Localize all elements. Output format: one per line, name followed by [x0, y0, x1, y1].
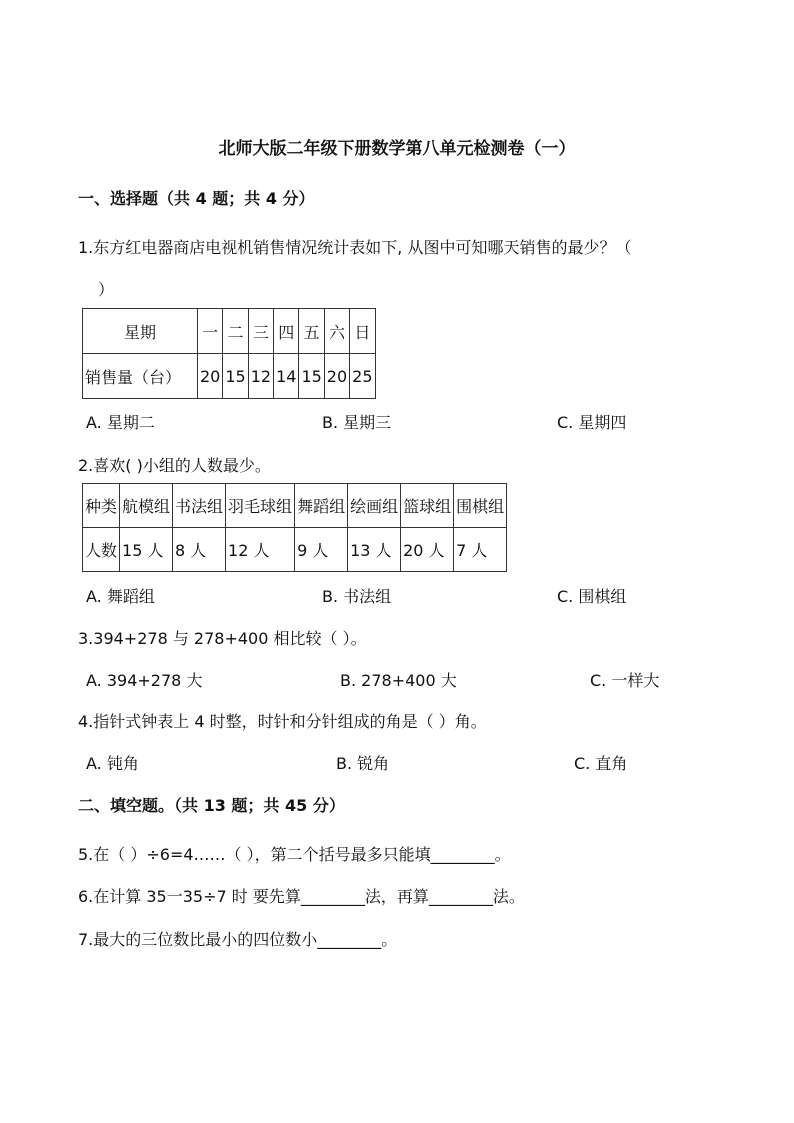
- group-count-cell: 13 人: [348, 528, 401, 572]
- q4-option-a[interactable]: A. 钝角: [86, 754, 139, 773]
- question-1-text-cont: ）: [98, 280, 115, 299]
- q1-option-b[interactable]: B. 星期三: [322, 413, 392, 432]
- question-6-text: 6.在计算 35一35÷7 时 要先算________法，再算________法。: [78, 887, 525, 906]
- sales-value-cell: 12: [248, 354, 273, 399]
- group-count-cell: 7 人: [454, 528, 507, 572]
- group-header-cell: 羽毛球组: [226, 484, 295, 528]
- sales-table-header: 星期: [83, 309, 198, 354]
- sales-day-cell: 日: [350, 309, 375, 354]
- section-heading-fill: 二、填空题。（共 13 题；共 45 分）: [78, 796, 345, 815]
- q3-option-a[interactable]: A. 394+278 大: [86, 671, 203, 690]
- sales-day-cell: 四: [274, 309, 299, 354]
- sales-table: [82, 308, 376, 399]
- sales-day-cell: 三: [248, 309, 273, 354]
- group-header-cell: 书法组: [173, 484, 226, 528]
- sales-table-row-values: [83, 354, 376, 399]
- group-table: [82, 483, 507, 572]
- group-count-cell: 15 人: [120, 528, 173, 572]
- group-header-cell: 篮球组: [401, 484, 454, 528]
- q1-option-c[interactable]: C. 星期四: [557, 413, 627, 432]
- group-count-cell: 12 人: [226, 528, 295, 572]
- sales-value-cell: 15: [223, 354, 248, 399]
- sales-value-cell: 15: [299, 354, 324, 399]
- group-header-cell: 舞蹈组: [295, 484, 348, 528]
- sales-value-cell: 14: [274, 354, 299, 399]
- q1-option-a[interactable]: A. 星期二: [86, 413, 155, 432]
- group-header-cell: 围棋组: [454, 484, 507, 528]
- q2-option-a[interactable]: A. 舞蹈组: [86, 587, 155, 606]
- group-table-row-counts: [83, 528, 507, 572]
- group-count-cell: 9 人: [295, 528, 348, 572]
- q3-option-c[interactable]: C. 一样大: [590, 671, 660, 690]
- question-5-text: 5.在（ ）÷6=4……（ ），第二个括号最多只能填________。: [78, 845, 511, 864]
- group-header-cell: 绘画组: [348, 484, 401, 528]
- sales-day-cell: 五: [299, 309, 324, 354]
- q4-option-b[interactable]: B. 锐角: [336, 754, 390, 773]
- group-header-cell: 种类: [83, 484, 120, 528]
- group-count-cell: 20 人: [401, 528, 454, 572]
- question-1-text: 1.东方红电器商店电视机销售情况统计表如下, 从图中可知哪天销售的最少？（: [78, 238, 632, 257]
- sales-table-row-days: [83, 309, 376, 354]
- q3-option-b[interactable]: B. 278+400 大: [340, 671, 457, 690]
- group-count-cell: 人数: [83, 528, 120, 572]
- group-header-cell: 航模组: [120, 484, 173, 528]
- question-7-text: 7.最大的三位数比最小的四位数小________。: [78, 930, 398, 949]
- group-table-row-headers: [83, 484, 507, 528]
- sales-day-cell: 六: [324, 309, 349, 354]
- q4-option-c[interactable]: C. 直角: [574, 754, 628, 773]
- sales-value-cell: 25: [350, 354, 375, 399]
- question-3-text: 3.394+278 与 278+400 相比较（ ）。: [78, 629, 367, 648]
- sales-value-cell: 20: [198, 354, 223, 399]
- q2-option-b[interactable]: B. 书法组: [322, 587, 392, 606]
- page-title: 北师大版二年级下册数学第八单元检测卷（一）: [218, 139, 576, 159]
- sales-day-cell: 一: [198, 309, 223, 354]
- q2-option-c[interactable]: C. 围棋组: [557, 587, 627, 606]
- question-4-text: 4.指针式钟表上 4 时整，时针和分针组成的角是（ ）角。: [78, 712, 487, 731]
- group-count-cell: 8 人: [173, 528, 226, 572]
- section-heading-choice: 一、选择题（共 4 题；共 4 分）: [78, 189, 315, 208]
- sales-day-cell: 二: [223, 309, 248, 354]
- sales-value-cell: 20: [324, 354, 349, 399]
- sales-table-row-label: 销售量（台）: [83, 354, 198, 399]
- question-2-text: 2.喜欢( )小组的人数最少。: [78, 456, 271, 475]
